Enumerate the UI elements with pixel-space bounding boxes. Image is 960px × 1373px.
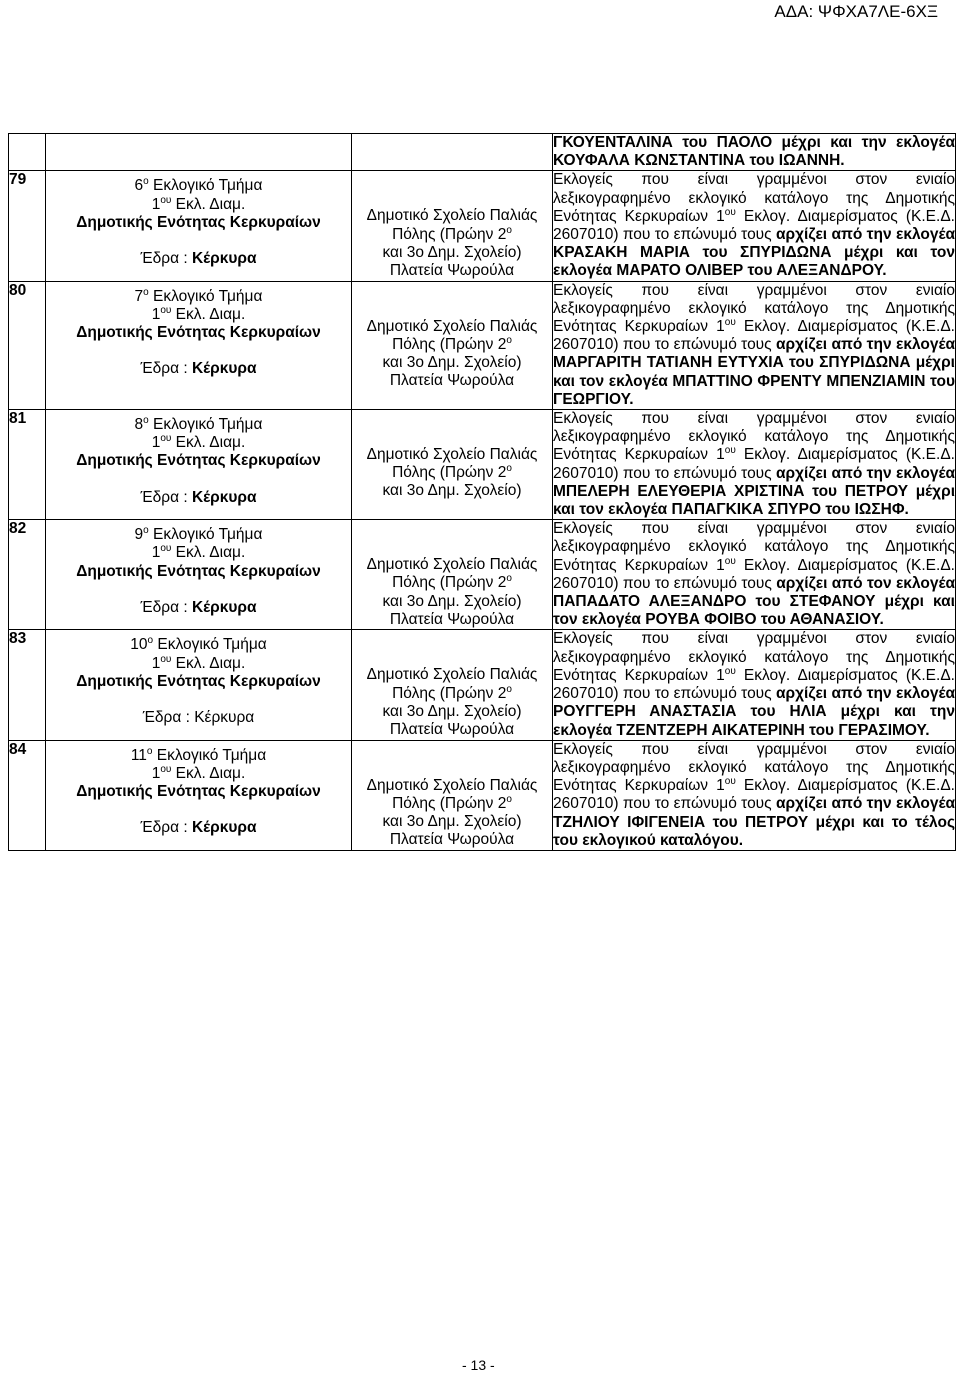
continuation-row (9, 134, 956, 171)
section-ordinal: 8 (134, 416, 144, 434)
continuation-text: ΓΚΟΥΕΝΤΑΛΙΝΑ του ΠΑΟΛΟ μέχρι και την εκλογέα ΚΟΥΦΑΛΑ ΚΩΝΣΤΑΝΤΙΝΑ του ΙΩΑΝΝΗ. (553, 134, 955, 170)
ordinal-suffix: ο (506, 573, 512, 585)
section-ekl-diam: $1^{o\upsilon}$ Εκλ. Διαμ. (151, 653, 246, 672)
location-text: Δημοτικό Σχολείο Παλιάς Πόλης (Πρώην $2^o$ και 3ο Δημ. Σχολείο) Πλατεία Ψωρούλα (366, 317, 538, 390)
ordinal-suffix: ο (143, 525, 149, 537)
section-ekl-diam: $1^{o\upsilon}$ Εκλ. Διαμ. (151, 763, 246, 782)
section-ekl-diam: $1^{o\upsilon}$ Εκλ. Διαμ. (151, 194, 246, 213)
voters-range: αρχίζει από την εκλογέα ΚΡΑΣΑΚΗ ΜΑΡΙΑ του ΣΠΥΡΙΔΩΝΑ μέχρι και τον εκλογέα ΜΑΡΑΤΟ ΟΛΙΒΕΡ του ΑΛΕΞΑΝΔΡΟΥ. (553, 226, 955, 280)
location-cell (352, 630, 553, 740)
section-row (9, 171, 956, 281)
section-cell (46, 740, 352, 850)
section-ekl-diam: $1^{o\upsilon}$ Εκλ. Διαμ. (151, 433, 246, 452)
ordinal-suffix: ου (160, 653, 172, 665)
location-text: Δημοτικό Σχολείο Παλιάς Πόλης (Πρώην $2^o$ και 3ο Δημ. Σχολείο) Πλατεία Ψωρούλα (366, 556, 538, 628)
voters-cell: Εκλογείς που είναι γραμμένοι στον ενιαίο λεξικογραφημένο εκλογικό κατάλογο της Δημοτικής Ενότητας Κερκυραίων $1^{o\upsilon}$ Εκλογ. Διαμερίσματος (Κ.Ε.Δ. 2607010) που το επώνυμό τους αρχίζει από την εκλογέα ΡΟΥΓΓΕΡΗ ΑΝΑΣΤΑΣΙΑ του ΗΛΙΑ μέχρι και την εκλογέα ΤΖΕΝΤΖΕΡΗ ΑΙΚΑΤΕΡΙΝΗ του ΓΕΡΑΣΙΜΟΥ. (553, 630, 955, 739)
ordinal-suffix: ο (506, 334, 512, 346)
section-title: $6^o$ Εκλογικό Τμήμα (134, 176, 263, 195)
section-seat: Έδρα : Κέρκυρα (140, 598, 257, 616)
seat-value: Κέρκυρα (191, 250, 257, 268)
ordinal-suffix: ου (160, 194, 172, 206)
section-ordinal: 9 (134, 526, 144, 544)
seat-value: Κέρκυρα (191, 598, 257, 616)
ordinal-suffix: ο (143, 414, 149, 426)
sections-table (8, 133, 956, 851)
voters-cell: Εκλογείς που είναι γραμμένοι στον ενιαίο λεξικογραφημένο εκλογικό κατάλογο της Δημοτικής Ενότητας Κερκυραίων $1^{o\upsilon}$ Εκλογ. Διαμερίσματος (Κ.Ε.Δ. 2607010) που το επώνυμό τους αρχίζει από την εκλογέα ΚΡΑΣΑΚΗ ΜΑΡΙΑ του ΣΠΥΡΙΔΩΝΑ μέχρι και τον εκλογέα ΜΑΡΑΤΟ ΟΛΙΒΕΡ του ΑΛΕΞΑΝΔΡΟΥ. (553, 171, 955, 280)
ordinal-suffix: ου (160, 433, 172, 445)
ordinal-suffix: ο (506, 793, 512, 805)
section-cell (46, 281, 352, 409)
row-number: 84 (9, 740, 46, 850)
section-ordinal: 11 (130, 746, 147, 764)
section-cell (46, 630, 352, 740)
section-title: $7^o$ Εκλογικό Τμήμα (134, 286, 263, 305)
ordinal-suffix: ου (724, 316, 736, 328)
section-title: $11^o$ Εκλογικό Τμήμα (130, 745, 267, 764)
section-unit: Δημοτικής Ενότητας Κερκυραίων (76, 213, 321, 231)
section-row (9, 740, 956, 850)
location-text: Δημοτικό Σχολείο Παλιάς Πόλης (Πρώην $2^o$ και 3ο Δημ. Σχολείο) Πλατεία Ψωρούλα (366, 666, 538, 739)
location-text: Δημοτικό Σχολείο Παλιάς Πόλης (Πρώην $2^o$ και 3ο Δημ. Σχολείο) Πλατεία Ψωρούλα (366, 207, 538, 280)
location-cell (352, 410, 553, 520)
voters-range: αρχίζει από την εκλογέα ΜΠΕΛΕΡΗ ΕΛΕΥΘΕΡΙΑ ΧΡΙΣΤΙΝΑ του ΠΕΤΡΟΥ μέχρι και τον εκλογέα ΠΑΠΑΓΚΙΚΑ ΣΠΥΡΟ του ΙΩΣΗΦ. (553, 464, 955, 519)
ordinal-suffix: ου (160, 304, 172, 316)
ordinal-suffix: ου (160, 763, 172, 775)
ordinal-suffix: ου (724, 445, 736, 457)
ordinal-suffix: ο (143, 176, 149, 188)
ordinal-suffix: ου (724, 775, 736, 787)
section-unit: Δημοτικής Ενότητας Κερκυραίων (76, 672, 321, 690)
row-number: 83 (9, 630, 46, 740)
ordinal-suffix: ο (506, 463, 512, 475)
ada-code: ΑΔΑ: ΨΦΧΑ7ΛΕ-6ΧΞ (774, 2, 938, 21)
row-number: 82 (9, 520, 46, 630)
seat-value: Κέρκυρα (191, 360, 257, 378)
row-number: 79 (9, 171, 46, 281)
section-cell (46, 520, 352, 630)
section-title: $8^o$ Εκλογικό Τμήμα (134, 414, 263, 434)
section-ordinal: 10 (130, 636, 148, 654)
section-title: $10^o$ Εκλογικό Τμήμα (130, 635, 267, 654)
page-number: - 13 - (462, 1357, 495, 1373)
section-row (9, 520, 956, 630)
section-seat: Έδρα : Κέρκυρα (140, 819, 257, 837)
ordinal-suffix: ο (147, 635, 154, 647)
voters-range: αρχίζει από την εκλογέα ΤΖΗΛΙΟΥ ΙΦΙΓΕΝΕΙΑ του ΠΕΤΡΟΥ μέχρι και το τέλος του εκλογικού καταλόγου. (553, 795, 955, 849)
row-number: 80 (9, 281, 46, 409)
ordinal-suffix: ο (143, 286, 149, 298)
section-cell (46, 171, 352, 281)
ordinal-suffix: ο (506, 224, 512, 236)
section-title: $9^o$ Εκλογικό Τμήμα (134, 525, 263, 544)
section-ordinal: 6 (134, 177, 144, 195)
location-cell (352, 520, 553, 630)
seat-value: Κέρκυρα (194, 709, 255, 727)
voters-range: αρχίζει από την εκλογέα ΜΑΡΓΑΡΙΤΗ ΤΑΤΙΑΝΗ ΕΥΤΥΧΙΑ του ΣΠΥΡΙΔΩΝΑ μέχρι και τον εκλογέα ΜΠΑΤΤΙΝΟ ΦΡΕΝΤΥ ΜΠΕΝΖΙΑΜΙΝ του ΓΕΩΡΓΙΟΥ. (553, 336, 955, 408)
location-cell (352, 740, 553, 850)
section-ekl-diam: $1^{o\upsilon}$ Εκλ. Διαμ. (151, 304, 246, 323)
voters-cell: Εκλογείς που είναι γραμμένοι στον ενιαίο λεξικογραφημένο εκλογικό κατάλογο της Δημοτικής Ενότητας Κερκυραίων $1^{o\upsilon}$ Εκλογ. Διαμερίσματος (Κ.Ε.Δ. 2607010) που το επώνυμό τους αρχίζει από την εκλογέα ΜΠΕΛΕΡΗ ΕΛΕΥΘΕΡΙΑ ΧΡΙΣΤΙΝΑ του ΠΕΤΡΟΥ μέχρι και τον εκλογέα ΠΑΠΑΓΚΙΚΑ ΣΠΥΡΟ του ΙΩΣΗΦ. (553, 410, 955, 519)
section-unit: Δημοτικής Ενότητας Κερκυραίων (76, 562, 321, 580)
section-unit: Δημοτικής Ενότητας Κερκυραίων (76, 452, 321, 470)
section-seat: Έδρα : Κέρκυρα (140, 488, 257, 506)
ordinal-suffix: ου (724, 555, 736, 567)
section-ekl-diam: $1^{o\upsilon}$ Εκλ. Διαμ. (151, 543, 246, 562)
section-seat: Έδρα : Κέρκυρα (142, 709, 255, 727)
section-seat: Έδρα : Κέρκυρα (140, 360, 257, 378)
section-seat: Έδρα : Κέρκυρα (140, 250, 257, 268)
location-cell (352, 171, 553, 281)
location-cell (352, 281, 553, 409)
seat-value: Κέρκυρα (191, 488, 257, 506)
ordinal-suffix: ου (724, 665, 736, 677)
section-unit: Δημοτικής Ενότητας Κερκυραίων (76, 783, 321, 801)
ordinal-suffix: ου (160, 543, 172, 555)
voters-range: αρχίζει από τον εκλογέα ΠΑΠΑΔΑΤΟ ΑΛΕΞΑΝΔΡΟ του ΣΤΕΦΑΝΟΥ μέχρι και τον εκλογέα ΡΟΥΒΑ ΦΟΙΒΟ του ΑΘΑΝΑΣΙΟΥ. (553, 574, 955, 629)
row-number: 81 (9, 410, 46, 520)
section-row (9, 630, 956, 740)
location-text: Δημοτικό Σχολείο Παλιάς Πόλης (Πρώην $2^o$ και 3ο Δημ. Σχολείο) Πλατεία Ψωρούλα (366, 776, 538, 849)
ordinal-suffix: ο (506, 683, 512, 695)
seat-value: Κέρκυρα (191, 819, 257, 837)
section-cell (46, 410, 352, 520)
voters-cell: Εκλογείς που είναι γραμμένοι στον ενιαίο λεξικογραφημένο εκλογικό κατάλογο της Δημοτικής Ενότητας Κερκυραίων $1^{o\upsilon}$ Εκλογ. Διαμερίσματος (Κ.Ε.Δ. 2607010) που το επώνυμό τους αρχίζει από τον εκλογέα ΠΑΠΑΔΑΤΟ ΑΛΕΞΑΝΔΡΟ του ΣΤΕΦΑΝΟΥ μέχρι και τον εκλογέα ΡΟΥΒΑ ΦΟΙΒΟ του ΑΘΑΝΑΣΙΟΥ. (553, 520, 955, 629)
section-ordinal: 7 (134, 287, 144, 305)
location-text: Δημοτικό Σχολείο Παλιάς Πόλης (Πρώην $2^o$ και 3ο Δημ. Σχολείο) (366, 446, 538, 500)
voters-cell: Εκλογείς που είναι γραμμένοι στον ενιαίο λεξικογραφημένο εκλογικό κατάλογο της Δημοτικής Ενότητας Κερκυραίων $1^{o\upsilon}$ Εκλογ. Διαμερίσματος (Κ.Ε.Δ. 2607010) που το επώνυμό τους αρχίζει από την εκλογέα ΜΑΡΓΑΡΙΤΗ ΤΑΤΙΑΝΗ ΕΥΤΥΧΙΑ του ΣΠΥΡΙΔΩΝΑ μέχρι και τον εκλογέα ΜΠΑΤΤΙΝΟ ΦΡΕΝΤΥ ΜΠΕΝΖΙΑΜΙΝ του ΓΕΩΡΓΙΟΥ. (553, 281, 955, 408)
section-row (9, 410, 956, 520)
voters-cell: Εκλογείς που είναι γραμμένοι στον ενιαίο λεξικογραφημένο εκλογικό κατάλογο της Δημοτικής Ενότητας Κερκυραίων $1^{o\upsilon}$ Εκλογ. Διαμερίσματος (Κ.Ε.Δ. 2607010) που το επώνυμό τους αρχίζει από την εκλογέα ΤΖΗΛΙΟΥ ΙΦΙΓΕΝΕΙΑ του ΠΕΤΡΟΥ μέχρι και το τέλος του εκλογικού καταλόγου. (553, 740, 955, 849)
voters-range: αρχίζει από την εκλογέα ΡΟΥΓΓΕΡΗ ΑΝΑΣΤΑΣΙΑ του ΗΛΙΑ μέχρι και την εκλογέα ΤΖΕΝΤΖΕΡΗ ΑΙΚΑΤΕΡΙΝΗ του ΓΕΡΑΣΙΜΟΥ. (553, 685, 955, 739)
ordinal-suffix: ου (724, 206, 736, 218)
ordinal-suffix: ο (146, 745, 153, 757)
section-row (9, 281, 956, 409)
section-unit: Δημοτικής Ενότητας Κερκυραίων (76, 324, 321, 342)
